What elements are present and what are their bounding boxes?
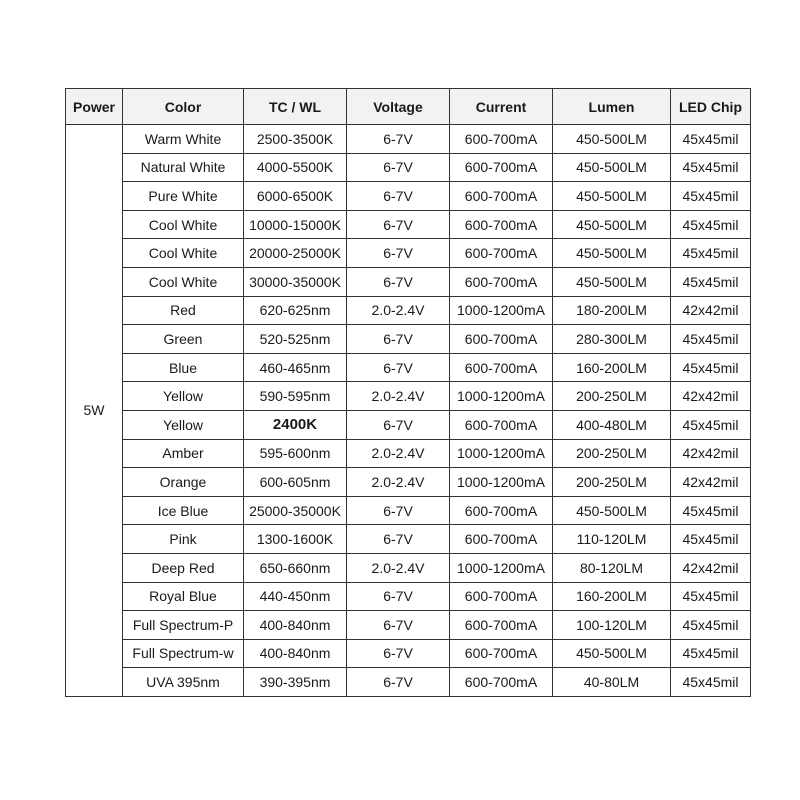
table-row (66, 153, 751, 182)
spec-table-wrapper (65, 88, 751, 697)
table-body (66, 125, 751, 697)
cell-current: 600-700mA (450, 639, 553, 668)
cell-lumen: 450-500LM (553, 267, 671, 296)
cell-lumen: 450-500LM (553, 182, 671, 211)
cell-lumen: 180-200LM (553, 296, 671, 325)
table-row (66, 582, 751, 611)
cell-voltage: 2.0-2.4V (347, 468, 450, 497)
cell-voltage: 6-7V (347, 125, 450, 154)
cell-color: Cool White (123, 210, 244, 239)
cell-current: 600-700mA (450, 582, 553, 611)
cell-color: Deep Red (123, 553, 244, 582)
cell-led-chip: 45x45mil (671, 525, 751, 554)
cell-tc-wl: 4000-5500K (244, 153, 347, 182)
cell-color: Warm White (123, 125, 244, 154)
cell-lumen: 40-80LM (553, 668, 671, 697)
table-row (66, 525, 751, 554)
cell-lumen: 450-500LM (553, 639, 671, 668)
cell-voltage: 2.0-2.4V (347, 553, 450, 582)
table-row (66, 439, 751, 468)
table-row (66, 353, 751, 382)
cell-color: Cool White (123, 239, 244, 268)
cell-current: 1000-1200mA (450, 468, 553, 497)
cell-tc-wl: 390-395nm (244, 668, 347, 697)
cell-lumen: 80-120LM (553, 553, 671, 582)
cell-current: 600-700mA (450, 125, 553, 154)
cell-tc-wl: 6000-6500K (244, 182, 347, 211)
cell-led-chip: 42x42mil (671, 296, 751, 325)
cell-led-chip: 42x42mil (671, 553, 751, 582)
table-row (66, 210, 751, 239)
cell-current: 1000-1200mA (450, 296, 553, 325)
cell-led-chip: 45x45mil (671, 353, 751, 382)
cell-color: UVA 395nm (123, 668, 244, 697)
cell-led-chip: 45x45mil (671, 125, 751, 154)
cell-current: 600-700mA (450, 325, 553, 354)
cell-color: Pink (123, 525, 244, 554)
cell-lumen: 110-120LM (553, 525, 671, 554)
cell-tc-wl: 2400K (244, 410, 347, 439)
cell-tc-wl: 20000-25000K (244, 239, 347, 268)
cell-led-chip: 42x42mil (671, 439, 751, 468)
cell-voltage: 2.0-2.4V (347, 382, 450, 411)
cell-tc-wl: 440-450nm (244, 582, 347, 611)
cell-color: Pure White (123, 182, 244, 211)
cell-current: 600-700mA (450, 668, 553, 697)
cell-led-chip: 45x45mil (671, 153, 751, 182)
table-row (66, 296, 751, 325)
cell-color: Ice Blue (123, 496, 244, 525)
cell-voltage: 6-7V (347, 410, 450, 439)
table-row (66, 182, 751, 211)
cell-current: 600-700mA (450, 496, 553, 525)
cell-lumen: 160-200LM (553, 582, 671, 611)
cell-voltage: 2.0-2.4V (347, 439, 450, 468)
cell-color: Orange (123, 468, 244, 497)
cell-lumen: 450-500LM (553, 239, 671, 268)
cell-color: Cool White (123, 267, 244, 296)
cell-tc-wl: 595-600nm (244, 439, 347, 468)
table-row (66, 553, 751, 582)
header-led-chip: LED Chip (671, 89, 751, 125)
cell-led-chip: 45x45mil (671, 496, 751, 525)
cell-lumen: 200-250LM (553, 439, 671, 468)
header-voltage: Voltage (347, 89, 450, 125)
led-spec-table (65, 88, 751, 697)
cell-current: 600-700mA (450, 210, 553, 239)
table-row (66, 668, 751, 697)
cell-color: Royal Blue (123, 582, 244, 611)
cell-voltage: 6-7V (347, 153, 450, 182)
cell-lumen: 450-500LM (553, 210, 671, 239)
cell-lumen: 100-120LM (553, 611, 671, 640)
cell-tc-wl: 400-840nm (244, 639, 347, 668)
cell-voltage: 6-7V (347, 639, 450, 668)
cell-voltage: 6-7V (347, 525, 450, 554)
header-tc-wl: TC / WL (244, 89, 347, 125)
table-row (66, 468, 751, 497)
table-row (66, 611, 751, 640)
table-row (66, 239, 751, 268)
cell-led-chip: 42x42mil (671, 468, 751, 497)
cell-current: 600-700mA (450, 267, 553, 296)
cell-current: 600-700mA (450, 353, 553, 382)
table-row (66, 325, 751, 354)
cell-lumen: 200-250LM (553, 382, 671, 411)
cell-lumen: 160-200LM (553, 353, 671, 382)
cell-current: 600-700mA (450, 525, 553, 554)
table-row (66, 125, 751, 154)
cell-tc-wl: 520-525nm (244, 325, 347, 354)
cell-led-chip: 45x45mil (671, 325, 751, 354)
cell-lumen: 200-250LM (553, 468, 671, 497)
cell-voltage: 6-7V (347, 496, 450, 525)
cell-led-chip: 45x45mil (671, 267, 751, 296)
cell-led-chip: 45x45mil (671, 639, 751, 668)
cell-voltage: 6-7V (347, 353, 450, 382)
cell-color: Full Spectrum-P (123, 611, 244, 640)
cell-tc-wl: 400-840nm (244, 611, 347, 640)
table-row (66, 382, 751, 411)
cell-tc-wl: 30000-35000K (244, 267, 347, 296)
cell-voltage: 6-7V (347, 267, 450, 296)
cell-color: Red (123, 296, 244, 325)
cell-led-chip: 45x45mil (671, 410, 751, 439)
cell-voltage: 6-7V (347, 210, 450, 239)
cell-led-chip: 45x45mil (671, 582, 751, 611)
table-row (66, 639, 751, 668)
cell-tc-wl: 600-605nm (244, 468, 347, 497)
table-row (66, 410, 751, 439)
cell-color: Full Spectrum-w (123, 639, 244, 668)
cell-voltage: 6-7V (347, 325, 450, 354)
cell-color: Yellow (123, 382, 244, 411)
cell-lumen: 450-500LM (553, 496, 671, 525)
cell-lumen: 450-500LM (553, 125, 671, 154)
cell-power: 5W (66, 125, 123, 697)
cell-tc-wl: 2500-3500K (244, 125, 347, 154)
table-row (66, 496, 751, 525)
header-power: Power (66, 89, 123, 125)
cell-voltage: 6-7V (347, 611, 450, 640)
cell-led-chip: 45x45mil (671, 611, 751, 640)
cell-tc-wl: 1300-1600K (244, 525, 347, 554)
cell-current: 600-700mA (450, 239, 553, 268)
cell-color: Natural White (123, 153, 244, 182)
cell-color: Yellow (123, 410, 244, 439)
cell-lumen: 280-300LM (553, 325, 671, 354)
cell-current: 600-700mA (450, 410, 553, 439)
cell-current: 600-700mA (450, 611, 553, 640)
header-current: Current (450, 89, 553, 125)
cell-tc-wl: 460-465nm (244, 353, 347, 382)
cell-lumen: 450-500LM (553, 153, 671, 182)
cell-tc-wl: 10000-15000K (244, 210, 347, 239)
cell-tc-wl: 650-660nm (244, 553, 347, 582)
cell-led-chip: 45x45mil (671, 182, 751, 211)
cell-voltage: 2.0-2.4V (347, 296, 450, 325)
cell-voltage: 6-7V (347, 582, 450, 611)
cell-voltage: 6-7V (347, 239, 450, 268)
cell-voltage: 6-7V (347, 182, 450, 211)
header-lumen: Lumen (553, 89, 671, 125)
cell-current: 1000-1200mA (450, 553, 553, 582)
cell-color: Blue (123, 353, 244, 382)
cell-voltage: 6-7V (347, 668, 450, 697)
cell-led-chip: 45x45mil (671, 210, 751, 239)
cell-led-chip: 42x42mil (671, 382, 751, 411)
cell-lumen: 400-480LM (553, 410, 671, 439)
cell-led-chip: 45x45mil (671, 668, 751, 697)
cell-tc-wl: 620-625nm (244, 296, 347, 325)
cell-current: 1000-1200mA (450, 382, 553, 411)
header-row (66, 89, 751, 125)
cell-tc-wl: 590-595nm (244, 382, 347, 411)
cell-tc-wl: 25000-35000K (244, 496, 347, 525)
cell-current: 600-700mA (450, 153, 553, 182)
cell-current: 1000-1200mA (450, 439, 553, 468)
cell-color: Amber (123, 439, 244, 468)
cell-led-chip: 45x45mil (671, 239, 751, 268)
header-color: Color (123, 89, 244, 125)
table-row (66, 267, 751, 296)
cell-current: 600-700mA (450, 182, 553, 211)
cell-color: Green (123, 325, 244, 354)
